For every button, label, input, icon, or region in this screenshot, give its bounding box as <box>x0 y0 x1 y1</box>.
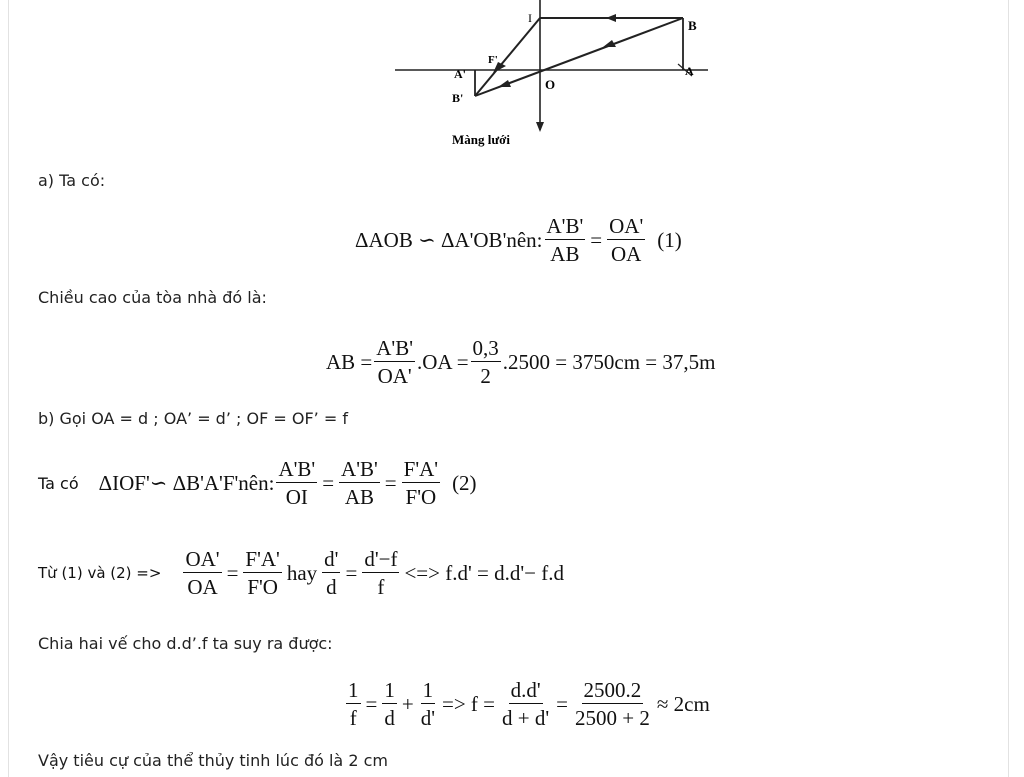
eq5-fraction-2 <box>382 679 397 729</box>
equation-4: Từ (1) và (2) => $\frac{OA'}{OA}$ = $\frac{F'A'}{F'O}$ hay $\frac{d'}{d}$ = $\frac{d'-f}{f}$ <=> f.d' = d.d'− f.d <box>38 547 564 600</box>
eq5-f1-num: 1 <box>346 679 361 704</box>
eq5-f5-den: 2500 + 2 <box>575 706 650 731</box>
equation-3: Ta có ΔIOF'∽ ΔB'A'F'nên: $\frac{A'B'}{OI}$ = $\frac{A'B'}{AB}$ = $\frac{F'A'}{F'O}$ (2) <box>38 457 477 510</box>
eq5-mid: => f = <box>441 691 496 716</box>
eq1-f2-num: OA' <box>607 215 645 240</box>
eq5-f4-den: d + d' <box>502 706 550 731</box>
eq3-left: ΔIOF'∽ ΔB'A'F'nên: <box>98 470 275 495</box>
eq4-f2-num: F'A' <box>243 548 281 573</box>
part-b-intro: b) Gọi OA = d ; OA’ = d’ ; OF = OF’ = f <box>38 409 348 428</box>
eq3-f1-den: OI <box>285 485 308 510</box>
eq5-f3-num: 1 <box>421 679 436 704</box>
eq5-fraction-5 <box>573 679 652 729</box>
eq1-equals: = <box>590 227 603 252</box>
eq2-f1-den: OA' <box>377 364 412 389</box>
eq3-fraction-1 <box>276 458 317 508</box>
eq4-fraction-3 <box>322 548 340 598</box>
eq2-left: AB = <box>326 349 373 374</box>
eq2-mid: .OA = <box>417 349 469 374</box>
ray-b-o-arrow-2 <box>498 80 511 87</box>
eq4-f4-num: d'−f <box>362 548 399 573</box>
eq5-f2-num: 1 <box>382 679 397 704</box>
eq4-f4-den: f <box>377 575 385 600</box>
eq3-f1-num: A'B' <box>276 458 317 483</box>
eq3-f2-den: AB <box>344 485 375 510</box>
label-retina: Màng lưới <box>452 132 510 147</box>
eq1-tag: (1) <box>657 227 682 252</box>
eq4-prefix: Từ (1) và (2) => <box>38 564 162 583</box>
label-b-prime: B' <box>452 91 464 105</box>
eq2-f1-num: A'B' <box>374 337 415 362</box>
equation-2 <box>326 337 715 387</box>
eq4-f3-num: d' <box>322 548 340 573</box>
lens-arrow-bottom <box>536 122 544 132</box>
eq3-prefix: Ta có <box>38 473 79 493</box>
eq1-fraction-2 <box>607 215 645 265</box>
eq5-f2-den: d <box>384 706 395 731</box>
eq2-right: .2500 = 3750cm = 37,5m <box>502 349 716 374</box>
part-a-intro: a) Ta có: <box>38 171 106 190</box>
eq4-f2-den: F'O <box>247 575 278 600</box>
eq4-f3-den: d <box>326 575 337 600</box>
equation-5: $\frac{1}{f}$ = $\frac{1}{d}$ + $\frac{1}{d'}$ => f = $\frac{d.d'}{d + d'}$ = $\frac{2500.2}{2500 + 2}$ ≈ 2cm <box>348 678 710 731</box>
label-a: A <box>685 64 694 78</box>
eq5-f1-den: f <box>349 706 357 731</box>
frame-right-border <box>1008 0 1009 777</box>
eq1-f2-den: OA <box>611 242 642 267</box>
eq3-f3-den: F'O <box>405 485 437 510</box>
eq1-left: ΔAOB ∽ ΔA'OB'nên: <box>355 227 543 252</box>
height-text: Chiều cao của tòa nhà đó là: <box>38 288 267 307</box>
eq4-f1-den: OA <box>187 575 218 600</box>
eq1-fraction-1 <box>545 215 586 265</box>
eq4-right: <=> f.d' = d.d'− f.d <box>404 560 564 585</box>
eq4-hay: hay <box>286 560 318 585</box>
frame-left-border <box>8 0 9 777</box>
eq4-f1-num: OA' <box>183 548 221 573</box>
ray-b-i-arrow <box>606 14 616 22</box>
eq3-tag: (2) <box>452 470 477 495</box>
label-f-prime: F' <box>488 54 498 66</box>
eq3-fraction-2 <box>339 458 380 508</box>
eq5-fraction-3 <box>419 679 437 729</box>
eq1-f1-num: A'B' <box>545 215 586 240</box>
label-b: B <box>688 18 697 33</box>
eq4-fraction-4 <box>362 548 399 598</box>
eq2-f2-num: 0,3 <box>471 337 501 362</box>
eq5-right: ≈ 2cm <box>656 691 710 716</box>
label-a-prime: A' <box>454 67 466 81</box>
eq5-f5-num: 2500.2 <box>582 679 644 704</box>
eq5-f3-den: d' <box>420 706 435 731</box>
eq2-fraction-2 <box>471 337 501 387</box>
label-o: O <box>545 77 556 92</box>
conclusion-text: Vậy tiêu cự của thể thủy tinh lúc đó là 2 cm <box>38 751 388 770</box>
eq3-f2-num: A'B' <box>339 458 380 483</box>
optics-diagram <box>380 0 720 155</box>
equation-1 <box>355 215 682 265</box>
divide-text: Chia hai vế cho d.d’.f ta suy ra được: <box>38 634 333 653</box>
eq5-f4-num: d.d' <box>509 679 543 704</box>
label-i: I <box>528 11 532 25</box>
eq3-fraction-3 <box>402 458 440 508</box>
eq2-fraction-1 <box>374 337 415 387</box>
eq5-fraction-1 <box>346 679 361 729</box>
eq4-fraction-1 <box>183 548 221 598</box>
eq3-f3-num: F'A' <box>402 458 440 483</box>
eq4-fraction-2 <box>243 548 281 598</box>
eq5-fraction-4 <box>500 679 551 729</box>
eq1-f1-den: AB <box>550 242 580 267</box>
eq2-f2-den: 2 <box>480 364 491 389</box>
